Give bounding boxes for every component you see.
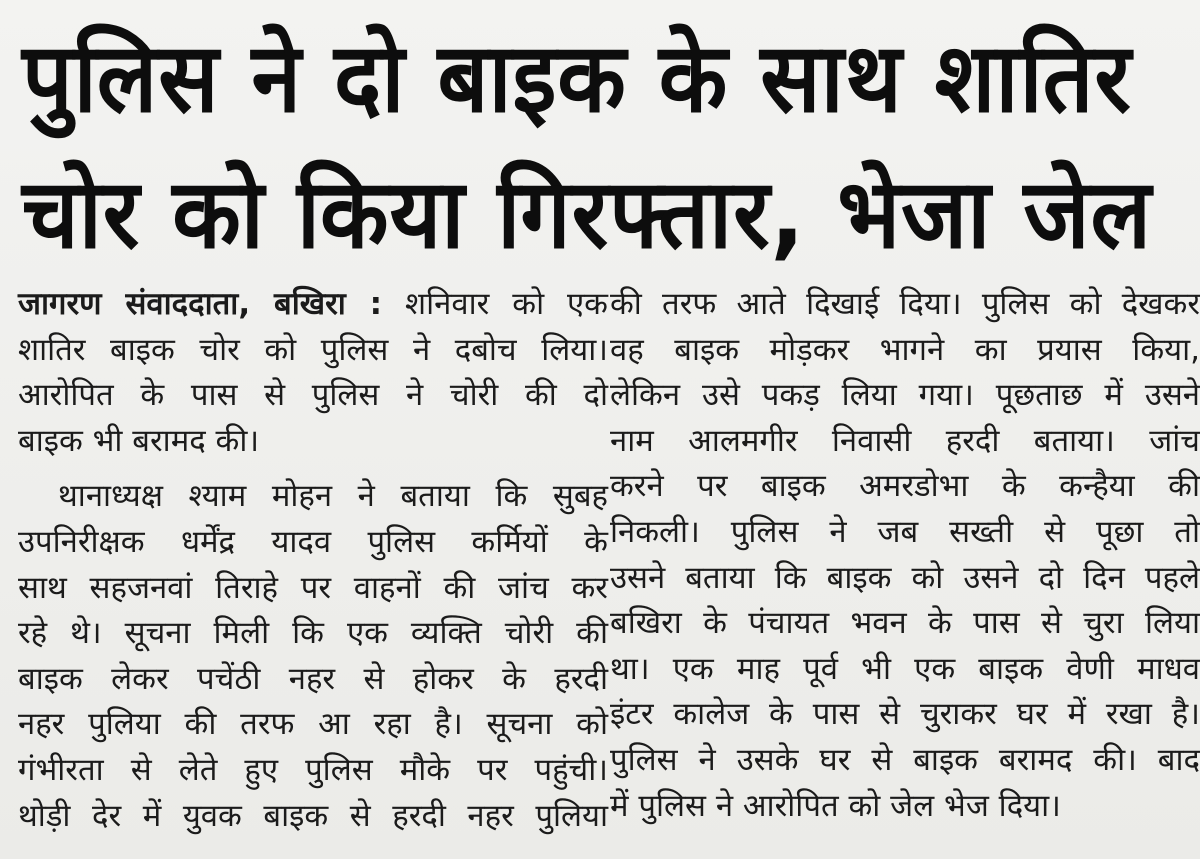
byline: जागरण संवाददाता, बखिरा : [18,286,383,322]
body-line: उपनिरीक्षक धर्मेंद्र यादव पुलिस कर्मियों के [18,523,608,560]
body-line: था। एक माह पूर्व भी एक बाइक वेणी माधव [610,650,1200,687]
body-line: नहर पुलिया की तरफ आ रहा है। सूचना को [18,706,608,743]
body-line: करने पर बाइक अमरडोभा के कन्हैया की [610,468,1200,505]
body-line: बाइक भी बरामद की। [18,422,260,459]
body-line: लेकिन उसे पकड़ लिया गया। पूछताछ में उसने [610,377,1200,414]
body-line: आरोपित के पास से पुलिस ने चोरी की दो [18,377,608,414]
body-text: शनिवार को एक [405,286,608,322]
body-line: वह बाइक मोड़कर भागने का प्रयास किया, [610,331,1200,368]
body-line: साथ सहजनवां तिराहे पर वाहनों की जांच कर [18,569,608,606]
body-line: इंटर कालेज के पास से चुराकर घर में रखा है। [610,696,1200,733]
body-line: में पुलिस ने आरोपित को जेल भेज दिया। [610,787,1061,824]
paragraph-gap [18,464,608,474]
body-line: पुलिस ने उसके घर से बाइक बरामद की। बाद [610,741,1200,778]
body-line [18,282,608,328]
body-line: उसने बताया कि बाइक को उसने दो दिन पहले [610,559,1200,596]
body-line: बखिरा के पंचायत भवन के पास से चुरा लिया [610,605,1200,642]
body-line: रहे थे। सूचना मिली कि एक व्यक्ति चोरी की [18,615,608,652]
article-column-right [610,282,1200,829]
headline-line-2: चोर को किया गिरफ्तार, भेजा जेल [22,158,1153,270]
body-line: की तरफ आते दिखाई दिया। पुलिस को देखकर [610,286,1200,322]
body-line: गंभीरता से लेते हुए पुलिस मौके पर पहुंची। [18,751,608,788]
body-line: शातिर बाइक चोर को पुलिस ने दबोच लिया। [18,331,608,368]
headline-line-1: पुलिस ने दो बाइक के साथ शातिर [22,22,1132,134]
article-headline [22,10,1153,282]
body-line: थोड़ी देर में युवक बाइक से हरदी नहर पुलिया [18,797,608,834]
body-line: बाइक लेकर पचेंठी नहर से होकर के हरदी [18,660,608,697]
article-column-left [18,282,608,839]
body-line: नाम आलमगीर निवासी हरदी बताया। जांच [610,422,1200,459]
body-line: थानाध्यक्ष श्याम मोहन ने बताया कि सुबह [58,478,608,515]
body-line: निकली। पुलिस ने जब सख्ती से पूछा तो [610,513,1200,550]
